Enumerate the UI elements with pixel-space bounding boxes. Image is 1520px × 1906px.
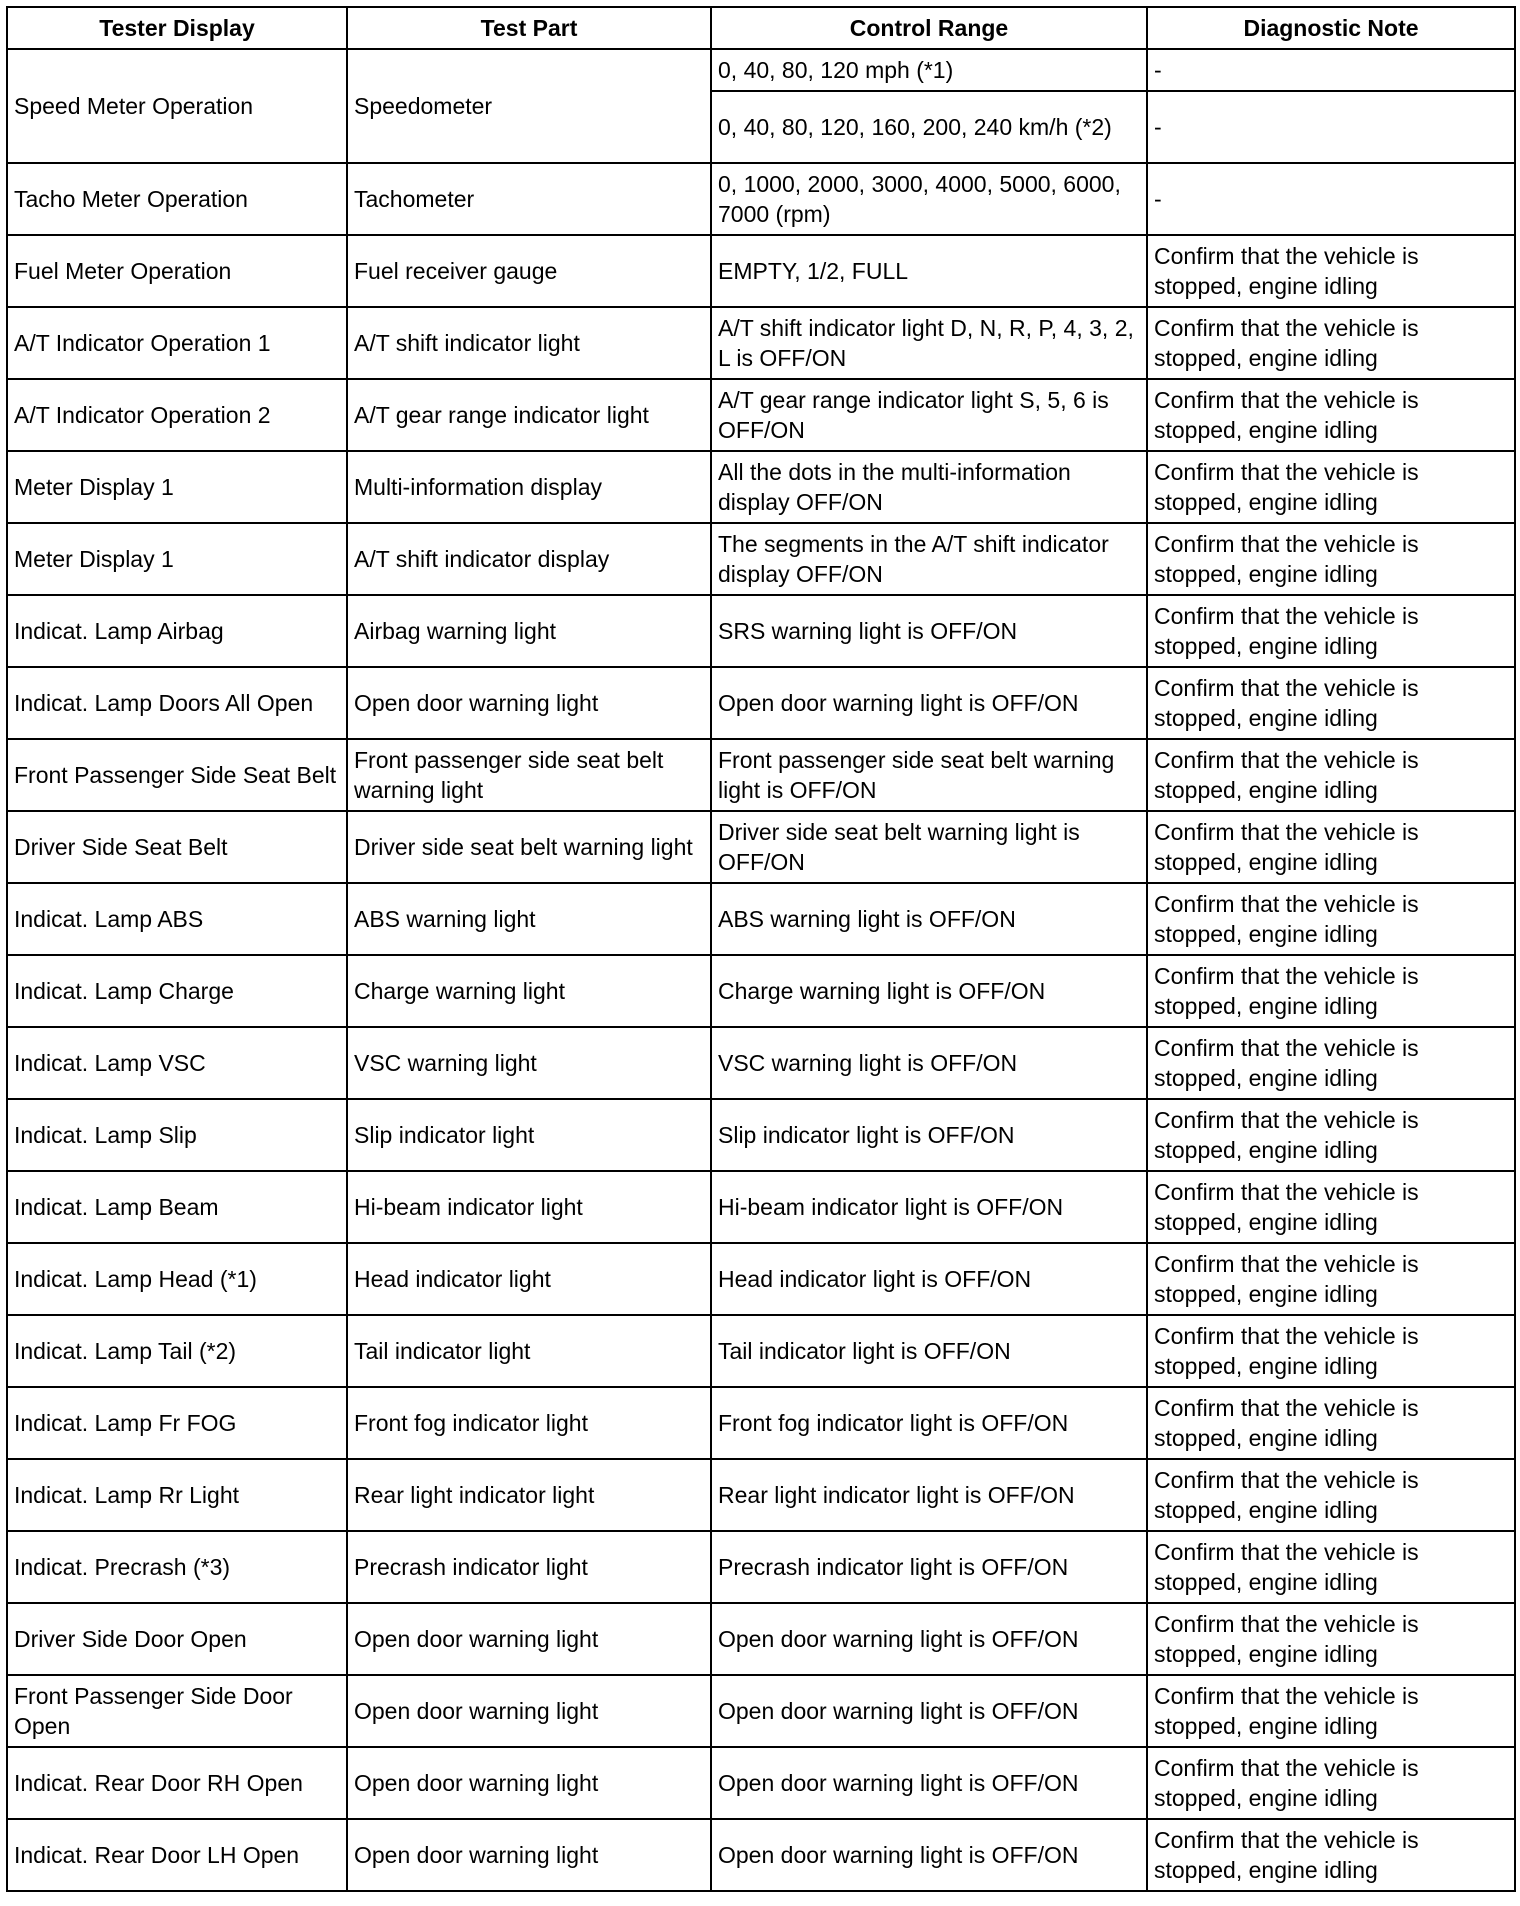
cell-control-range: Slip indicator light is OFF/ON	[711, 1099, 1147, 1171]
cell-tester-display: Indicat. Rear Door RH Open	[7, 1747, 347, 1819]
cell-diagnostic-note: Confirm that the vehicle is stopped, engine idling	[1147, 1171, 1515, 1243]
cell-diagnostic-note: Confirm that the vehicle is stopped, engine idling	[1147, 1747, 1515, 1819]
cell-tester-display: Indicat. Precrash (*3)	[7, 1531, 347, 1603]
cell-test-part: Tail indicator light	[347, 1315, 711, 1387]
table-row	[7, 739, 1515, 811]
cell-control-range: Open door warning light is OFF/ON	[711, 1747, 1147, 1819]
cell-test-part: Speedometer	[347, 49, 711, 163]
table-row	[7, 1099, 1515, 1171]
cell-tester-display: Driver Side Door Open	[7, 1603, 347, 1675]
cell-control-range: A/T shift indicator light D, N, R, P, 4, 3, 2, L is OFF/ON	[711, 307, 1147, 379]
cell-control-range: Open door warning light is OFF/ON	[711, 1675, 1147, 1747]
cell-diagnostic-note: Confirm that the vehicle is stopped, engine idling	[1147, 883, 1515, 955]
cell-diagnostic-note: -	[1147, 49, 1515, 91]
cell-tester-display: Indicat. Lamp ABS	[7, 883, 347, 955]
cell-test-part: Open door warning light	[347, 1603, 711, 1675]
cell-tester-display: Indicat. Lamp Beam	[7, 1171, 347, 1243]
cell-control-range: Charge warning light is OFF/ON	[711, 955, 1147, 1027]
cell-test-part: Open door warning light	[347, 1675, 711, 1747]
cell-tester-display: Meter Display 1	[7, 523, 347, 595]
table-row	[7, 379, 1515, 451]
cell-tester-display: Indicat. Lamp Doors All Open	[7, 667, 347, 739]
table-row	[7, 1819, 1515, 1891]
table-header-row	[7, 7, 1515, 49]
table-row	[7, 307, 1515, 379]
cell-diagnostic-note: Confirm that the vehicle is stopped, engine idling	[1147, 667, 1515, 739]
cell-tester-display: Meter Display 1	[7, 451, 347, 523]
cell-tester-display: Fuel Meter Operation	[7, 235, 347, 307]
cell-diagnostic-note: Confirm that the vehicle is stopped, engine idling	[1147, 1387, 1515, 1459]
cell-tester-display: A/T Indicator Operation 2	[7, 379, 347, 451]
cell-control-range: ABS warning light is OFF/ON	[711, 883, 1147, 955]
table-row	[7, 1171, 1515, 1243]
table-row	[7, 451, 1515, 523]
header-test-part: Test Part	[347, 7, 711, 49]
cell-diagnostic-note: Confirm that the vehicle is stopped, engine idling	[1147, 1531, 1515, 1603]
cell-test-part: Open door warning light	[347, 667, 711, 739]
header-tester-display: Tester Display	[7, 7, 347, 49]
table-row	[7, 811, 1515, 883]
table-row	[7, 1531, 1515, 1603]
cell-test-part: Airbag warning light	[347, 595, 711, 667]
header-control-range: Control Range	[711, 7, 1147, 49]
cell-control-range: Open door warning light is OFF/ON	[711, 1819, 1147, 1891]
table-row	[7, 667, 1515, 739]
table-row	[7, 1747, 1515, 1819]
cell-test-part: ABS warning light	[347, 883, 711, 955]
cell-test-part: Hi-beam indicator light	[347, 1171, 711, 1243]
cell-control-range: Front passenger side seat belt warning light is OFF/ON	[711, 739, 1147, 811]
cell-test-part: VSC warning light	[347, 1027, 711, 1099]
cell-control-range: 0, 1000, 2000, 3000, 4000, 5000, 6000, 7000 (rpm)	[711, 163, 1147, 235]
cell-diagnostic-note: Confirm that the vehicle is stopped, engine idling	[1147, 739, 1515, 811]
table-row	[7, 1459, 1515, 1531]
cell-diagnostic-note: Confirm that the vehicle is stopped, engine idling	[1147, 811, 1515, 883]
cell-diagnostic-note: Confirm that the vehicle is stopped, engine idling	[1147, 307, 1515, 379]
cell-test-part: Front passenger side seat belt warning light	[347, 739, 711, 811]
table-row	[7, 595, 1515, 667]
cell-diagnostic-note: Confirm that the vehicle is stopped, engine idling	[1147, 1315, 1515, 1387]
cell-test-part: Open door warning light	[347, 1747, 711, 1819]
cell-control-range: VSC warning light is OFF/ON	[711, 1027, 1147, 1099]
cell-test-part: Open door warning light	[347, 1819, 711, 1891]
cell-control-range: Precrash indicator light is OFF/ON	[711, 1531, 1147, 1603]
cell-test-part: Rear light indicator light	[347, 1459, 711, 1531]
table-row	[7, 1315, 1515, 1387]
cell-tester-display: Indicat. Lamp Charge	[7, 955, 347, 1027]
cell-control-range: SRS warning light is OFF/ON	[711, 595, 1147, 667]
cell-control-range: All the dots in the multi-information display OFF/ON	[711, 451, 1147, 523]
table-row	[7, 1603, 1515, 1675]
cell-test-part: Precrash indicator light	[347, 1531, 711, 1603]
table-row	[7, 1387, 1515, 1459]
cell-tester-display: A/T Indicator Operation 1	[7, 307, 347, 379]
cell-test-part: Multi-information display	[347, 451, 711, 523]
cell-test-part: Fuel receiver gauge	[347, 235, 711, 307]
cell-control-range: Driver side seat belt warning light is OFF/ON	[711, 811, 1147, 883]
cell-test-part: Slip indicator light	[347, 1099, 711, 1171]
cell-diagnostic-note: Confirm that the vehicle is stopped, engine idling	[1147, 523, 1515, 595]
cell-control-range: 0, 40, 80, 120, 160, 200, 240 km/h (*2)	[711, 91, 1147, 163]
cell-diagnostic-note: Confirm that the vehicle is stopped, engine idling	[1147, 1459, 1515, 1531]
cell-test-part: A/T shift indicator display	[347, 523, 711, 595]
cell-tester-display: Driver Side Seat Belt	[7, 811, 347, 883]
cell-test-part: Driver side seat belt warning light	[347, 811, 711, 883]
cell-diagnostic-note: Confirm that the vehicle is stopped, engine idling	[1147, 1603, 1515, 1675]
cell-control-range: Hi-beam indicator light is OFF/ON	[711, 1171, 1147, 1243]
cell-diagnostic-note: Confirm that the vehicle is stopped, engine idling	[1147, 1819, 1515, 1891]
cell-tester-display: Indicat. Lamp Fr FOG	[7, 1387, 347, 1459]
cell-tester-display: Front Passenger Side Door Open	[7, 1675, 347, 1747]
cell-diagnostic-note: Confirm that the vehicle is stopped, engine idling	[1147, 1675, 1515, 1747]
cell-tester-display: Indicat. Lamp Tail (*2)	[7, 1315, 347, 1387]
table-row	[7, 1243, 1515, 1315]
cell-control-range: Open door warning light is OFF/ON	[711, 1603, 1147, 1675]
cell-tester-display: Speed Meter Operation	[7, 49, 347, 163]
cell-tester-display: Front Passenger Side Seat Belt	[7, 739, 347, 811]
cell-test-part: Charge warning light	[347, 955, 711, 1027]
table-row	[7, 1027, 1515, 1099]
cell-control-range: Front fog indicator light is OFF/ON	[711, 1387, 1147, 1459]
cell-diagnostic-note: Confirm that the vehicle is stopped, engine idling	[1147, 955, 1515, 1027]
table-row	[7, 163, 1515, 235]
cell-tester-display: Indicat. Rear Door LH Open	[7, 1819, 347, 1891]
cell-tester-display: Tacho Meter Operation	[7, 163, 347, 235]
header-diagnostic-note: Diagnostic Note	[1147, 7, 1515, 49]
cell-control-range: Open door warning light is OFF/ON	[711, 667, 1147, 739]
table-row	[7, 1675, 1515, 1747]
table-row	[7, 883, 1515, 955]
cell-diagnostic-note: Confirm that the vehicle is stopped, engine idling	[1147, 235, 1515, 307]
cell-test-part: A/T shift indicator light	[347, 307, 711, 379]
cell-test-part: Front fog indicator light	[347, 1387, 711, 1459]
cell-diagnostic-note: Confirm that the vehicle is stopped, engine idling	[1147, 451, 1515, 523]
cell-test-part: Tachometer	[347, 163, 711, 235]
table-row	[7, 235, 1515, 307]
cell-diagnostic-note: Confirm that the vehicle is stopped, engine idling	[1147, 1099, 1515, 1171]
active-test-table	[6, 6, 1516, 1892]
cell-control-range: Rear light indicator light is OFF/ON	[711, 1459, 1147, 1531]
table-row	[7, 49, 1515, 91]
cell-tester-display: Indicat. Lamp Rr Light	[7, 1459, 347, 1531]
cell-tester-display: Indicat. Lamp Slip	[7, 1099, 347, 1171]
cell-test-part: Head indicator light	[347, 1243, 711, 1315]
cell-test-part: A/T gear range indicator light	[347, 379, 711, 451]
cell-control-range: EMPTY, 1/2, FULL	[711, 235, 1147, 307]
cell-diagnostic-note: -	[1147, 91, 1515, 163]
cell-diagnostic-note: Confirm that the vehicle is stopped, engine idling	[1147, 379, 1515, 451]
table-row	[7, 955, 1515, 1027]
cell-control-range: Head indicator light is OFF/ON	[711, 1243, 1147, 1315]
table-row	[7, 523, 1515, 595]
cell-diagnostic-note: Confirm that the vehicle is stopped, engine idling	[1147, 1027, 1515, 1099]
cell-control-range: The segments in the A/T shift indicator display OFF/ON	[711, 523, 1147, 595]
cell-diagnostic-note: Confirm that the vehicle is stopped, engine idling	[1147, 1243, 1515, 1315]
cell-control-range: Tail indicator light is OFF/ON	[711, 1315, 1147, 1387]
cell-tester-display: Indicat. Lamp Head (*1)	[7, 1243, 347, 1315]
table-body	[7, 49, 1515, 1891]
cell-control-range: 0, 40, 80, 120 mph (*1)	[711, 49, 1147, 91]
cell-diagnostic-note: -	[1147, 163, 1515, 235]
cell-diagnostic-note: Confirm that the vehicle is stopped, engine idling	[1147, 595, 1515, 667]
cell-control-range: A/T gear range indicator light S, 5, 6 is OFF/ON	[711, 379, 1147, 451]
cell-tester-display: Indicat. Lamp Airbag	[7, 595, 347, 667]
cell-tester-display: Indicat. Lamp VSC	[7, 1027, 347, 1099]
